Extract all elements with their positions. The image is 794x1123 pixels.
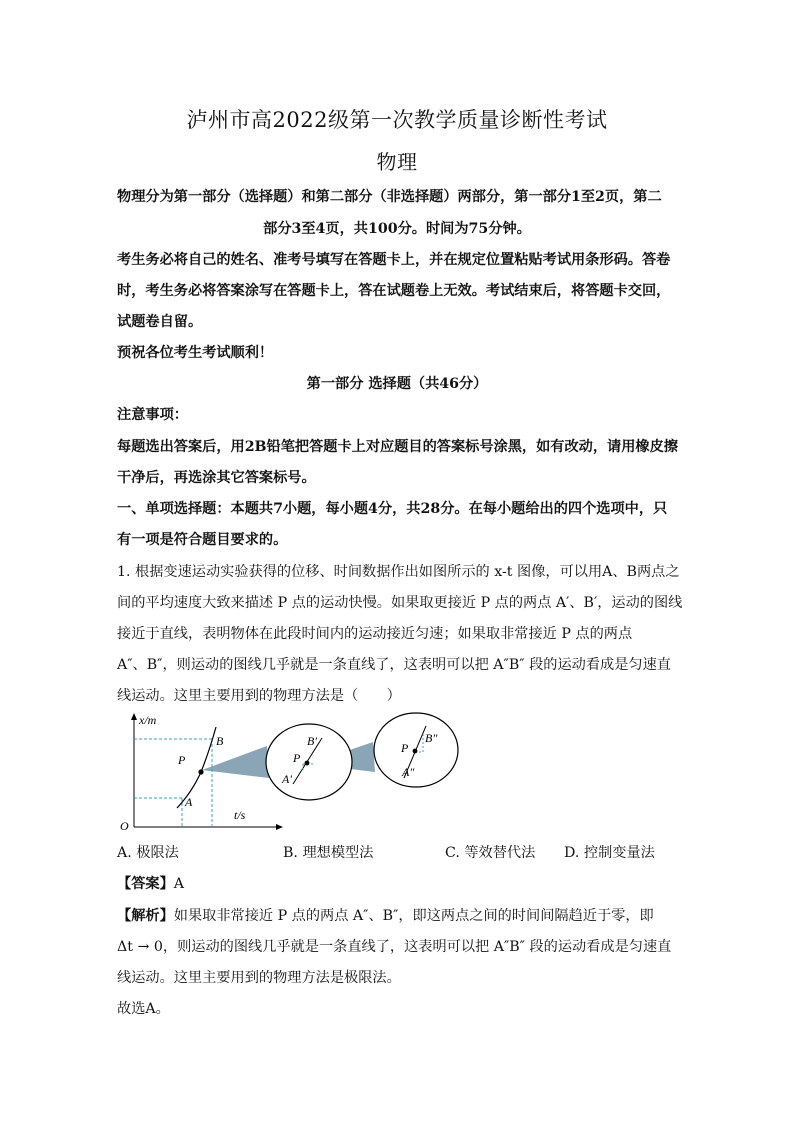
question1-line-2: 间的平均速度大致来描述 P 点的运动快慢。如果取更接近 P 点的两点 A′、B′，运动的图线	[117, 595, 683, 611]
label-p: P	[178, 753, 186, 767]
wish-line: 预祝各位考生考试顺利！	[117, 345, 274, 361]
question1-line-4: A″、B″，则运动的图线几乎就是一条直线了，这表明可以把 A″B″ 段的运动看成是匀速直	[117, 657, 671, 673]
option-d: D. 控制变量法	[564, 845, 655, 861]
option-a: A. 极限法	[117, 845, 179, 861]
notice-line-3: 试题卷自留。	[117, 314, 203, 330]
label-a: A	[185, 795, 193, 809]
notice-line-1: 考生务必将自己的姓名、准考号填写在答题卡上，并在规定位置粘贴考试用条形码。答卷	[117, 252, 671, 268]
label-p-zoom-1: P	[293, 751, 301, 765]
label-b1: B′	[307, 734, 317, 748]
notice-line-2: 时，考生务必将答案涂写在答题卡上，答在试题卷上无效。考试结束后，将答题卡交回，	[117, 283, 671, 299]
answer-tag: 【答案】	[117, 876, 174, 892]
point-p-zoom-2	[413, 749, 418, 754]
intro-line-2: 部分3至4页，共100分。时间为75分钟。	[263, 221, 531, 237]
subject-title: 物理	[376, 150, 418, 174]
analysis-tag: 【解析】	[117, 908, 174, 924]
answer-value: A	[173, 876, 185, 892]
question1-line-1: 1. 根据变速运动实验获得的位移、时间数据作出如图所示的 x-t 图像，可以用A、B两点之	[117, 564, 680, 580]
x-axis-label: t/s	[234, 808, 246, 822]
label-p-zoom-2: P	[401, 741, 409, 755]
analysis-line-1	[117, 905, 654, 925]
option-b: B. 理想模型法	[283, 845, 374, 861]
label-b2: B″	[425, 731, 438, 745]
attention-line-1: 每题选出答案后，用2B铅笔把答题卡上对应题目的答案标号涂黑，如有改动，请用橡皮擦	[117, 439, 678, 455]
option-c: C. 等效替代法	[445, 845, 536, 861]
conclusion-line: 故选A。	[117, 1001, 170, 1017]
xt-graph-figure	[117, 712, 477, 837]
answer-line	[117, 873, 184, 893]
attention-line-2: 干净后，再选涂其它答案标号。	[117, 470, 316, 486]
question1-line-3: 接近于直线，表明物体在此段时间内的运动接近匀速；如果取非常接近 P 点的两点	[117, 626, 633, 642]
part1-heading: 第一部分 选择题（共46分）	[306, 376, 488, 392]
point-p	[198, 769, 203, 774]
label-a2: A″	[402, 765, 415, 779]
analysis-line-2: Δt → 0，则运动的图线几乎就是一条直线了，这表明可以把 A″B″ 段的运动看成是匀速直	[117, 939, 672, 955]
intro-line-1: 物理分为第一部分（选择题）和第二部分（非选择题）两部分，第一部分1至2页，第二	[117, 189, 662, 205]
point-p-zoom-1	[305, 761, 310, 766]
label-b: B	[216, 734, 224, 748]
section-line-2: 有一项是符合题目要求的。	[117, 532, 288, 548]
origin-label: O	[120, 819, 129, 833]
section-line-1: 一、单项选择题：本题共7小题，每小题4分，共28分。在每小题给出的四个选项中，只	[117, 501, 668, 517]
y-axis-arrow	[131, 713, 137, 720]
analysis-line-3: 线运动。这里主要用到的物理方法是极限法。	[117, 970, 401, 986]
attention-title: 注意事项：	[117, 407, 188, 423]
analysis-text-1: 如果取非常接近 P 点的两点 A″、B″，即这两点之间的时间间隔趋近于零，即	[173, 908, 654, 924]
x-axis-arrow	[276, 824, 283, 830]
exam-title: 泸州市高2022级第一次教学质量诊断性考试	[186, 108, 608, 132]
y-axis-label: x/m	[139, 713, 157, 727]
label-a1: A′	[282, 772, 292, 786]
question1-line-5: 线运动。这里主要用到的物理方法是（ ）	[117, 688, 401, 704]
